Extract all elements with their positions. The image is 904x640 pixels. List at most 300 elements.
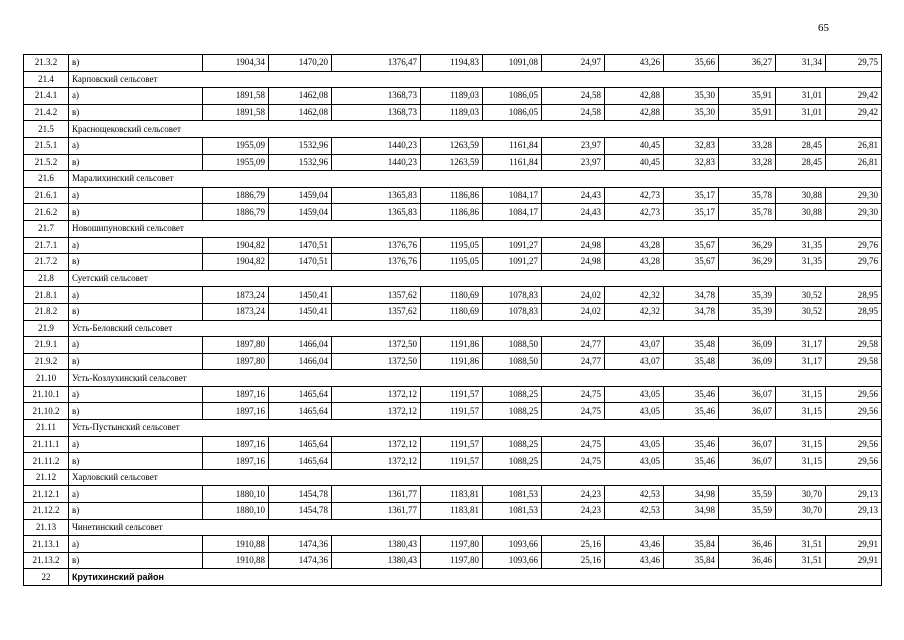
settlement-group-row xyxy=(24,469,882,486)
value-cell: 1459,04 xyxy=(269,204,332,221)
settlement-name: Краснощековский сельсовет xyxy=(69,121,882,138)
value-cell: 1470,51 xyxy=(269,254,332,271)
row-code: 21.4 xyxy=(24,71,69,88)
value-cell: 24,02 xyxy=(542,303,605,320)
value-cell: 1465,64 xyxy=(269,386,332,403)
row-subitem: а) xyxy=(69,88,203,105)
value-cell: 24,77 xyxy=(542,353,605,370)
table-row xyxy=(24,486,882,503)
page-number: 65 xyxy=(818,22,829,34)
value-cell: 29,76 xyxy=(826,254,882,271)
row-code: 21.9.2 xyxy=(24,353,69,370)
value-cell: 29,30 xyxy=(826,204,882,221)
table-row xyxy=(24,254,882,271)
row-subitem: а) xyxy=(69,187,203,204)
table-row xyxy=(24,237,882,254)
value-cell: 29,91 xyxy=(826,536,882,553)
value-cell: 28,45 xyxy=(776,154,826,171)
value-cell: 1454,78 xyxy=(269,503,332,520)
row-code: 21.9 xyxy=(24,320,69,337)
settlement-group-row xyxy=(24,121,882,138)
value-cell: 42,73 xyxy=(605,187,664,204)
value-cell: 34,78 xyxy=(664,303,719,320)
row-code: 21.10 xyxy=(24,370,69,387)
value-cell: 30,88 xyxy=(776,204,826,221)
value-cell: 25,16 xyxy=(542,536,605,553)
row-subitem: в) xyxy=(69,254,203,271)
value-cell: 1372,12 xyxy=(332,403,421,420)
value-cell: 1088,50 xyxy=(483,337,542,354)
value-cell: 31,34 xyxy=(776,55,826,72)
table-row xyxy=(24,287,882,304)
value-cell: 1955,09 xyxy=(203,137,269,154)
value-cell: 1197,80 xyxy=(421,552,483,569)
value-cell: 24,75 xyxy=(542,386,605,403)
row-subitem: в) xyxy=(69,303,203,320)
value-cell: 43,05 xyxy=(605,403,664,420)
value-cell: 1466,04 xyxy=(269,353,332,370)
value-cell: 1180,69 xyxy=(421,287,483,304)
value-cell: 24,02 xyxy=(542,287,605,304)
row-code: 21.3.2 xyxy=(24,55,69,72)
row-code: 21.10.2 xyxy=(24,403,69,420)
row-code: 21.8.2 xyxy=(24,303,69,320)
row-code: 21.8 xyxy=(24,270,69,287)
settlement-group-row xyxy=(24,171,882,188)
value-cell: 1186,86 xyxy=(421,204,483,221)
value-cell: 1183,81 xyxy=(421,486,483,503)
value-cell: 36,09 xyxy=(719,353,776,370)
settlement-group-row xyxy=(24,220,882,237)
value-cell: 1086,05 xyxy=(483,88,542,105)
value-cell: 1910,88 xyxy=(203,552,269,569)
value-cell: 1357,62 xyxy=(332,287,421,304)
settlement-name: Карповский сельсовет xyxy=(69,71,882,88)
row-code: 21.12 xyxy=(24,469,69,486)
value-cell: 1372,50 xyxy=(332,337,421,354)
row-code: 21.8.1 xyxy=(24,287,69,304)
row-subitem: а) xyxy=(69,436,203,453)
row-code: 21.11.2 xyxy=(24,453,69,470)
row-code: 21.6 xyxy=(24,171,69,188)
row-code: 21.11 xyxy=(24,420,69,437)
table-row xyxy=(24,104,882,121)
value-cell: 24,98 xyxy=(542,254,605,271)
value-cell: 1891,58 xyxy=(203,88,269,105)
value-cell: 1191,57 xyxy=(421,453,483,470)
value-cell: 1955,09 xyxy=(203,154,269,171)
value-cell: 43,26 xyxy=(605,55,664,72)
row-subitem: в) xyxy=(69,453,203,470)
settlement-group-row xyxy=(24,270,882,287)
district-row xyxy=(24,569,882,586)
value-cell: 35,78 xyxy=(719,187,776,204)
value-cell: 36,07 xyxy=(719,436,776,453)
value-cell: 29,13 xyxy=(826,486,882,503)
value-cell: 1091,27 xyxy=(483,254,542,271)
value-cell: 1897,80 xyxy=(203,353,269,370)
value-cell: 36,07 xyxy=(719,403,776,420)
row-code: 21.11.1 xyxy=(24,436,69,453)
value-cell: 30,70 xyxy=(776,486,826,503)
value-cell: 1459,04 xyxy=(269,187,332,204)
value-cell: 36,46 xyxy=(719,552,776,569)
table-row xyxy=(24,552,882,569)
value-cell: 40,45 xyxy=(605,137,664,154)
value-cell: 1880,10 xyxy=(203,503,269,520)
value-cell: 1365,83 xyxy=(332,187,421,204)
value-cell: 1093,66 xyxy=(483,552,542,569)
value-cell: 1088,50 xyxy=(483,353,542,370)
value-cell: 42,88 xyxy=(605,88,664,105)
value-cell: 35,39 xyxy=(719,287,776,304)
value-cell: 42,32 xyxy=(605,303,664,320)
value-cell: 1361,77 xyxy=(332,486,421,503)
value-cell: 1897,80 xyxy=(203,337,269,354)
value-cell: 29,56 xyxy=(826,453,882,470)
settlement-name: Суетский сельсовет xyxy=(69,270,882,287)
value-cell: 43,28 xyxy=(605,237,664,254)
value-cell: 43,05 xyxy=(605,436,664,453)
value-cell: 1372,12 xyxy=(332,436,421,453)
value-cell: 1088,25 xyxy=(483,436,542,453)
value-cell: 1891,58 xyxy=(203,104,269,121)
value-cell: 28,45 xyxy=(776,137,826,154)
value-cell: 29,42 xyxy=(826,104,882,121)
value-cell: 1195,05 xyxy=(421,254,483,271)
row-subitem: а) xyxy=(69,386,203,403)
value-cell: 31,35 xyxy=(776,254,826,271)
settlement-name: Маралихинский сельсовет xyxy=(69,171,882,188)
value-cell: 36,46 xyxy=(719,536,776,553)
value-cell: 1093,66 xyxy=(483,536,542,553)
tariff-table xyxy=(23,54,882,586)
row-code: 21.5 xyxy=(24,121,69,138)
row-code: 21.12.1 xyxy=(24,486,69,503)
value-cell: 1197,80 xyxy=(421,536,483,553)
value-cell: 29,75 xyxy=(826,55,882,72)
value-cell: 24,43 xyxy=(542,204,605,221)
table-row xyxy=(24,303,882,320)
value-cell: 30,88 xyxy=(776,187,826,204)
table-row xyxy=(24,353,882,370)
row-subitem: в) xyxy=(69,552,203,569)
value-cell: 1465,64 xyxy=(269,436,332,453)
value-cell: 1183,81 xyxy=(421,503,483,520)
value-cell: 1084,17 xyxy=(483,204,542,221)
value-cell: 30,70 xyxy=(776,503,826,520)
value-cell: 42,73 xyxy=(605,204,664,221)
value-cell: 29,56 xyxy=(826,403,882,420)
value-cell: 1194,83 xyxy=(421,55,483,72)
value-cell: 25,16 xyxy=(542,552,605,569)
value-cell: 1091,27 xyxy=(483,237,542,254)
value-cell: 35,91 xyxy=(719,104,776,121)
value-cell: 1532,96 xyxy=(269,154,332,171)
value-cell: 1880,10 xyxy=(203,486,269,503)
row-code: 21.6.1 xyxy=(24,187,69,204)
value-cell: 35,46 xyxy=(664,436,719,453)
value-cell: 1470,51 xyxy=(269,237,332,254)
value-cell: 1372,12 xyxy=(332,453,421,470)
row-code: 21.4.1 xyxy=(24,88,69,105)
value-cell: 1365,83 xyxy=(332,204,421,221)
value-cell: 29,56 xyxy=(826,386,882,403)
value-cell: 1191,86 xyxy=(421,337,483,354)
value-cell: 29,76 xyxy=(826,237,882,254)
table-row xyxy=(24,88,882,105)
table-row xyxy=(24,453,882,470)
value-cell: 1368,73 xyxy=(332,88,421,105)
value-cell: 29,58 xyxy=(826,353,882,370)
value-cell: 28,95 xyxy=(826,303,882,320)
value-cell: 24,58 xyxy=(542,88,605,105)
row-subitem: в) xyxy=(69,104,203,121)
value-cell: 24,98 xyxy=(542,237,605,254)
row-subitem: в) xyxy=(69,204,203,221)
value-cell: 36,29 xyxy=(719,237,776,254)
value-cell: 35,59 xyxy=(719,486,776,503)
value-cell: 1380,43 xyxy=(332,552,421,569)
table-row xyxy=(24,55,882,72)
row-code: 21.7.1 xyxy=(24,237,69,254)
value-cell: 1380,43 xyxy=(332,536,421,553)
row-code: 21.5.1 xyxy=(24,137,69,154)
value-cell: 40,45 xyxy=(605,154,664,171)
value-cell: 1189,03 xyxy=(421,104,483,121)
value-cell: 32,83 xyxy=(664,154,719,171)
settlement-name: Чинетинский сельсовет xyxy=(69,519,882,536)
value-cell: 35,67 xyxy=(664,237,719,254)
value-cell: 1191,57 xyxy=(421,403,483,420)
value-cell: 1904,82 xyxy=(203,254,269,271)
value-cell: 1263,59 xyxy=(421,154,483,171)
value-cell: 1904,34 xyxy=(203,55,269,72)
value-cell: 1086,05 xyxy=(483,104,542,121)
value-cell: 24,75 xyxy=(542,436,605,453)
value-cell: 1180,69 xyxy=(421,303,483,320)
value-cell: 23,97 xyxy=(542,154,605,171)
value-cell: 35,67 xyxy=(664,254,719,271)
value-cell: 42,53 xyxy=(605,503,664,520)
value-cell: 35,84 xyxy=(664,536,719,553)
row-code: 21.6.2 xyxy=(24,204,69,221)
value-cell: 1450,41 xyxy=(269,303,332,320)
value-cell: 1376,47 xyxy=(332,55,421,72)
value-cell: 1078,83 xyxy=(483,287,542,304)
value-cell: 43,07 xyxy=(605,337,664,354)
table-row xyxy=(24,204,882,221)
settlement-group-row xyxy=(24,370,882,387)
value-cell: 28,95 xyxy=(826,287,882,304)
value-cell: 1088,25 xyxy=(483,386,542,403)
value-cell: 1161,84 xyxy=(483,137,542,154)
value-cell: 1466,04 xyxy=(269,337,332,354)
row-subitem: а) xyxy=(69,287,203,304)
value-cell: 35,48 xyxy=(664,353,719,370)
row-subitem: в) xyxy=(69,403,203,420)
row-subitem: в) xyxy=(69,55,203,72)
value-cell: 24,77 xyxy=(542,337,605,354)
value-cell: 42,32 xyxy=(605,287,664,304)
settlement-name: Усть-Беловский сельсовет xyxy=(69,320,882,337)
row-subitem: а) xyxy=(69,237,203,254)
value-cell: 42,88 xyxy=(605,104,664,121)
value-cell: 1088,25 xyxy=(483,453,542,470)
value-cell: 29,42 xyxy=(826,88,882,105)
value-cell: 1091,08 xyxy=(483,55,542,72)
value-cell: 1904,82 xyxy=(203,237,269,254)
value-cell: 1886,79 xyxy=(203,204,269,221)
value-cell: 1897,16 xyxy=(203,403,269,420)
value-cell: 34,98 xyxy=(664,503,719,520)
value-cell: 24,58 xyxy=(542,104,605,121)
value-cell: 1263,59 xyxy=(421,137,483,154)
value-cell: 35,78 xyxy=(719,204,776,221)
row-code: 21.12.2 xyxy=(24,503,69,520)
value-cell: 1462,08 xyxy=(269,88,332,105)
settlement-name: Харловский сельсовет xyxy=(69,469,882,486)
value-cell: 1372,12 xyxy=(332,386,421,403)
value-cell: 1186,86 xyxy=(421,187,483,204)
value-cell: 31,35 xyxy=(776,237,826,254)
value-cell: 1440,23 xyxy=(332,137,421,154)
settlement-group-row xyxy=(24,71,882,88)
row-code: 21.7.2 xyxy=(24,254,69,271)
value-cell: 1873,24 xyxy=(203,287,269,304)
table-row xyxy=(24,386,882,403)
table-row xyxy=(24,337,882,354)
value-cell: 1465,64 xyxy=(269,453,332,470)
value-cell: 43,05 xyxy=(605,453,664,470)
value-cell: 30,52 xyxy=(776,303,826,320)
value-cell: 33,28 xyxy=(719,154,776,171)
row-code: 21.5.2 xyxy=(24,154,69,171)
value-cell: 43,05 xyxy=(605,386,664,403)
value-cell: 24,75 xyxy=(542,403,605,420)
value-cell: 29,30 xyxy=(826,187,882,204)
row-subitem: а) xyxy=(69,536,203,553)
value-cell: 36,07 xyxy=(719,386,776,403)
value-cell: 1189,03 xyxy=(421,88,483,105)
value-cell: 1465,64 xyxy=(269,403,332,420)
value-cell: 31,15 xyxy=(776,403,826,420)
value-cell: 31,17 xyxy=(776,337,826,354)
value-cell: 29,56 xyxy=(826,436,882,453)
value-cell: 26,81 xyxy=(826,137,882,154)
value-cell: 31,17 xyxy=(776,353,826,370)
row-code: 21.9.1 xyxy=(24,337,69,354)
value-cell: 1361,77 xyxy=(332,503,421,520)
value-cell: 1088,25 xyxy=(483,403,542,420)
value-cell: 1450,41 xyxy=(269,287,332,304)
value-cell: 1081,53 xyxy=(483,486,542,503)
table-row xyxy=(24,503,882,520)
value-cell: 1897,16 xyxy=(203,386,269,403)
value-cell: 35,84 xyxy=(664,552,719,569)
value-cell: 1470,20 xyxy=(269,55,332,72)
value-cell: 35,46 xyxy=(664,453,719,470)
value-cell: 43,28 xyxy=(605,254,664,271)
settlement-group-row xyxy=(24,320,882,337)
value-cell: 29,13 xyxy=(826,503,882,520)
row-code: 21.10.1 xyxy=(24,386,69,403)
row-subitem: а) xyxy=(69,486,203,503)
value-cell: 1873,24 xyxy=(203,303,269,320)
value-cell: 42,53 xyxy=(605,486,664,503)
value-cell: 1474,36 xyxy=(269,536,332,553)
row-code: 21.4.2 xyxy=(24,104,69,121)
row-subitem: а) xyxy=(69,337,203,354)
value-cell: 35,30 xyxy=(664,88,719,105)
value-cell: 35,91 xyxy=(719,88,776,105)
value-cell: 43,46 xyxy=(605,536,664,553)
row-code: 21.13.1 xyxy=(24,536,69,553)
value-cell: 1376,76 xyxy=(332,254,421,271)
value-cell: 1161,84 xyxy=(483,154,542,171)
table-row xyxy=(24,436,882,453)
value-cell: 24,23 xyxy=(542,503,605,520)
value-cell: 31,51 xyxy=(776,552,826,569)
value-cell: 35,17 xyxy=(664,187,719,204)
value-cell: 24,97 xyxy=(542,55,605,72)
value-cell: 35,17 xyxy=(664,204,719,221)
value-cell: 36,09 xyxy=(719,337,776,354)
row-subitem: в) xyxy=(69,503,203,520)
value-cell: 31,15 xyxy=(776,453,826,470)
row-subitem: в) xyxy=(69,353,203,370)
value-cell: 1910,88 xyxy=(203,536,269,553)
table-row xyxy=(24,187,882,204)
value-cell: 43,46 xyxy=(605,552,664,569)
value-cell: 35,46 xyxy=(664,403,719,420)
value-cell: 1195,05 xyxy=(421,237,483,254)
row-code: 22 xyxy=(24,569,69,586)
value-cell: 31,15 xyxy=(776,386,826,403)
value-cell: 31,01 xyxy=(776,88,826,105)
value-cell: 1191,57 xyxy=(421,386,483,403)
district-name: Крутихинский район xyxy=(69,569,882,586)
value-cell: 31,15 xyxy=(776,436,826,453)
value-cell: 30,52 xyxy=(776,287,826,304)
value-cell: 1191,86 xyxy=(421,353,483,370)
value-cell: 36,07 xyxy=(719,453,776,470)
value-cell: 35,39 xyxy=(719,303,776,320)
row-code: 21.13 xyxy=(24,519,69,536)
row-subitem: в) xyxy=(69,154,203,171)
settlement-name: Усть-Пустынский сельсовет xyxy=(69,420,882,437)
value-cell: 1897,16 xyxy=(203,436,269,453)
value-cell: 32,83 xyxy=(664,137,719,154)
value-cell: 34,78 xyxy=(664,287,719,304)
value-cell: 36,27 xyxy=(719,55,776,72)
value-cell: 35,30 xyxy=(664,104,719,121)
settlement-group-row xyxy=(24,420,882,437)
table-row xyxy=(24,137,882,154)
value-cell: 1084,17 xyxy=(483,187,542,204)
table-row xyxy=(24,403,882,420)
value-cell: 35,48 xyxy=(664,337,719,354)
value-cell: 24,23 xyxy=(542,486,605,503)
value-cell: 31,51 xyxy=(776,536,826,553)
value-cell: 1462,08 xyxy=(269,104,332,121)
value-cell: 1376,76 xyxy=(332,237,421,254)
settlement-name: Усть-Козлухинский сельсовет xyxy=(69,370,882,387)
value-cell: 33,28 xyxy=(719,137,776,154)
value-cell: 1454,78 xyxy=(269,486,332,503)
value-cell: 23,97 xyxy=(542,137,605,154)
value-cell: 29,91 xyxy=(826,552,882,569)
